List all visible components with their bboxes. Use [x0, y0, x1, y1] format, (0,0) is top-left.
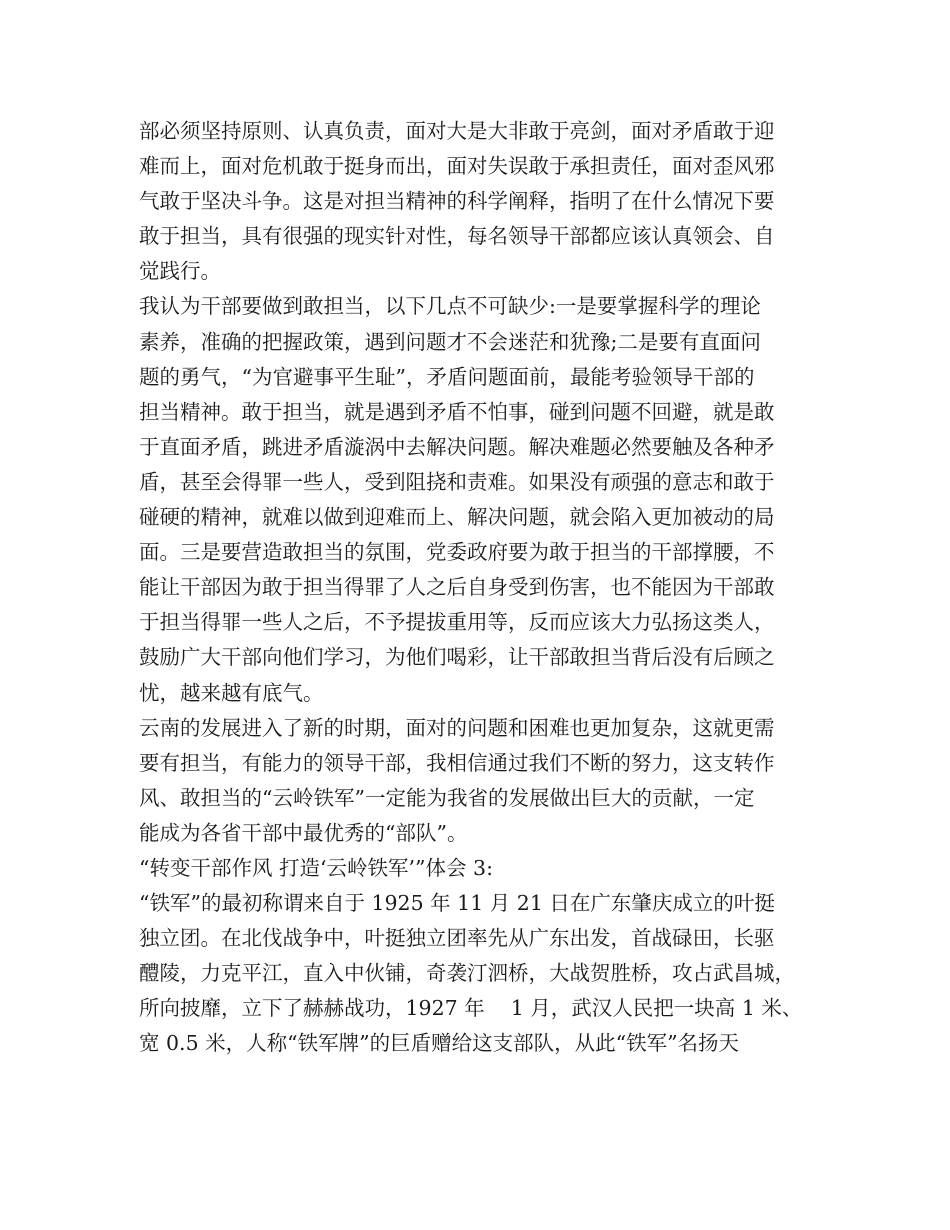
text-line: 气敢于坚决斗争。这是对担当精神的科学阐释，指明了在什么情况下要 [139, 189, 775, 214]
text-line: 于直面矛盾，跳进矛盾漩涡中去解决问题。解决难题必然要触及各种矛 [139, 434, 775, 459]
text-line: 鼓励广大干部向他们学习，为他们喝彩，让干部敢担当背后没有后顾之 [139, 645, 775, 670]
text-line: 素养，准确的把握政策，遇到问题才不会迷茫和犹豫;二是要有直面问 [139, 329, 761, 354]
text-line: 所向披靡，立下了赫赫战功，1927 年 1 月，武汉人民把一块高 1 米、 [139, 996, 803, 1021]
text-line: 我认为干部要做到敢担当，以下几点不可缺少:一是要掌握科学的理论 [139, 294, 761, 319]
text-line: 风、敢担当的“云岭铁军”一定能为我省的发展做出巨大的贡献，一定 [139, 785, 755, 810]
text-line: 面。三是要营造敢担当的氛围，党委政府要为敢于担当的干部撑腰，不 [139, 540, 775, 565]
text-line: 敢于担当，具有很强的现实针对性，每名领导干部都应该认真领会、自 [139, 224, 775, 249]
text-line: “铁军”的最初称谓来自于 1925 年 11 月 21 日在广东肇庆成立的叶挺 [139, 891, 775, 916]
text-line: 担当精神。敢于担当，就是遇到矛盾不怕事，碰到问题不回避，就是敢 [139, 399, 775, 424]
text-line: 能让干部因为敢于担当得罪了人之后自身受到伤害，也不能因为干部敢 [139, 575, 775, 600]
text-line: “转变干部作风 打造‘云岭铁军’”体会 3: [139, 855, 493, 880]
text-line: 盾，甚至会得罪一些人，受到阻挠和责难。如果没有顽强的意志和敢于 [139, 469, 775, 494]
text-line: 要有担当，有能力的领导干部，我相信通过我们不断的努力，这支转作 [139, 750, 775, 775]
text-line: 部必须坚持原则、认真负责，面对大是大非敢于亮剑，面对矛盾敢于迎 [139, 119, 775, 143]
text-line: 忧，越来越有底气。 [139, 680, 324, 705]
text-line: 云南的发展进入了新的时期，面对的问题和困难也更加复杂，这就更需 [139, 715, 775, 740]
text-line: 宽 0.5 米，人称“铁军牌”的巨盾赠给这支部队，从此“铁军”名扬天 [139, 1031, 740, 1056]
text-line: 能成为各省干部中最优秀的“部队”。 [139, 820, 468, 845]
text-line: 难而上，面对危机敢于挺身而出，面对失误敢于承担责任，面对歪风邪 [139, 154, 775, 179]
text-line: 题的勇气，“为官避事平生耻”，矛盾问题面前，最能考验领导干部的 [139, 364, 755, 389]
text-line: 独立团。在北伐战争中，叶挺独立团率先从广东出发，首战碌田，长驱 [139, 926, 775, 951]
text-line: 碰硬的精神，就难以做到迎难而上、解决问题，就会陷入更加被动的局 [139, 505, 775, 530]
text-line: 觉践行。 [139, 259, 221, 284]
text-line: 醴陵，力克平江，直入中伙铺，奇袭汀泗桥，大战贺胜桥，攻占武昌城， [139, 961, 795, 986]
text-line: 于担当得罪一些人之后，不予提拔重用等，反而应该大力弘扬这类人， [139, 610, 775, 635]
body-text [139, 114, 819, 1062]
